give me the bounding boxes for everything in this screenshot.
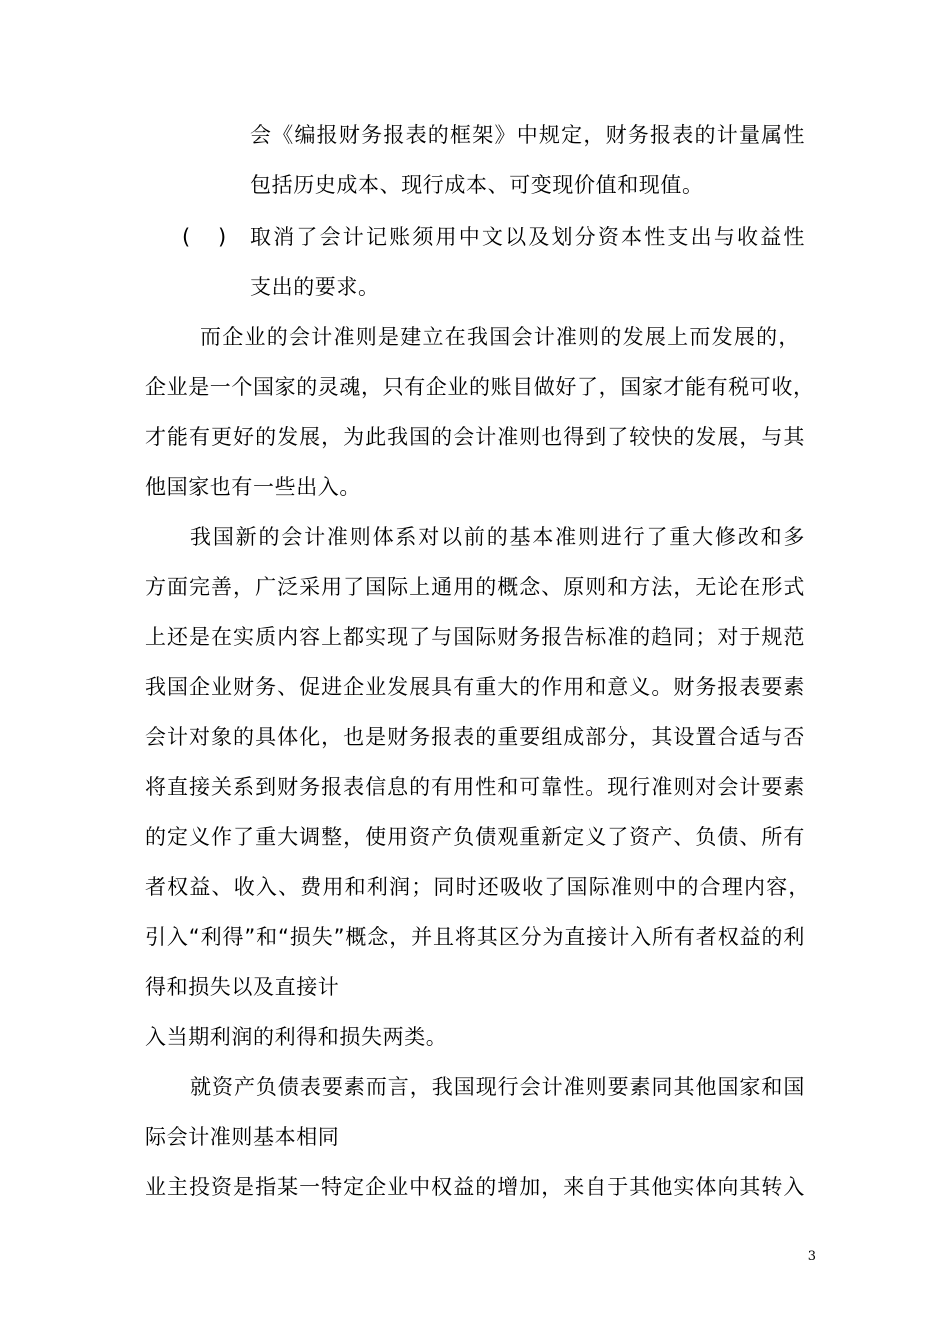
text-line: 的定义作了重大调整，使用资产负债观重新定义了资产、负债、所有 <box>145 825 805 849</box>
text-line: 包括历史成本、现行成本、可变现价值和现值。 <box>250 173 704 197</box>
text-line: 支出的要求。 <box>250 275 380 299</box>
text-line: 而企业的会计准则是建立在我国会计准则的发展上而发展的， <box>200 325 800 349</box>
text-line: 取消了会计记账须用中文以及划分资本性支出与收益性 <box>250 225 805 249</box>
text-line: 上还是在实质内容上都实现了与国际财务报告标准的趋同；对于规范 <box>145 625 805 649</box>
text-line: 才能有更好的发展，为此我国的会计准则也得到了较快的发展，与其 <box>145 425 805 449</box>
list-marker-open: ( <box>182 225 191 249</box>
text-line: 将直接关系到财务报表信息的有用性和可靠性。现行准则对会计要素 <box>145 775 805 799</box>
text-line: 就资产负债表要素而言，我国现行会计准则要素同其他国家和国 <box>190 1075 805 1099</box>
text-line: 业主投资是指某一特定企业中权益的增加，来自于其他实体向其转入 <box>145 1175 805 1199</box>
page-number: 3 <box>807 1249 816 1264</box>
text-line: 会《编报财务报表的框架》中规定，财务报表的计量属性 <box>250 123 805 147</box>
text-line: 际会计准则基本相同 <box>145 1125 340 1149</box>
text-line: 我国新的会计准则体系对以前的基本准则进行了重大修改和多 <box>190 525 805 549</box>
text-line: 企业是一个国家的灵魂，只有企业的账目做好了，国家才能有税可收， <box>145 375 815 399</box>
text-line: 得和损失以及直接计 <box>145 975 340 999</box>
text-line: 者权益、收入、费用和利润；同时还吸收了国际准则中的合理内容， <box>145 875 810 899</box>
text-line: 方面完善，广泛采用了国际上通用的概念、原则和方法，无论在形式 <box>145 575 805 599</box>
text-line: 会计对象的具体化，也是财务报表的重要组成部分，其设置合适与否 <box>145 725 805 749</box>
text-line: 引入“利得”和“损失”概念，并且将其区分为直接计入所有者权益的利 <box>145 925 805 949</box>
text-line: 我国企业财务、促进企业发展具有重大的作用和意义。财务报表要素 <box>145 675 805 699</box>
list-marker-close: ) <box>218 225 227 249</box>
text-line: 他国家也有一些出入。 <box>145 475 361 499</box>
text-line: 入当期利润的利得和损失两类。 <box>145 1025 448 1049</box>
